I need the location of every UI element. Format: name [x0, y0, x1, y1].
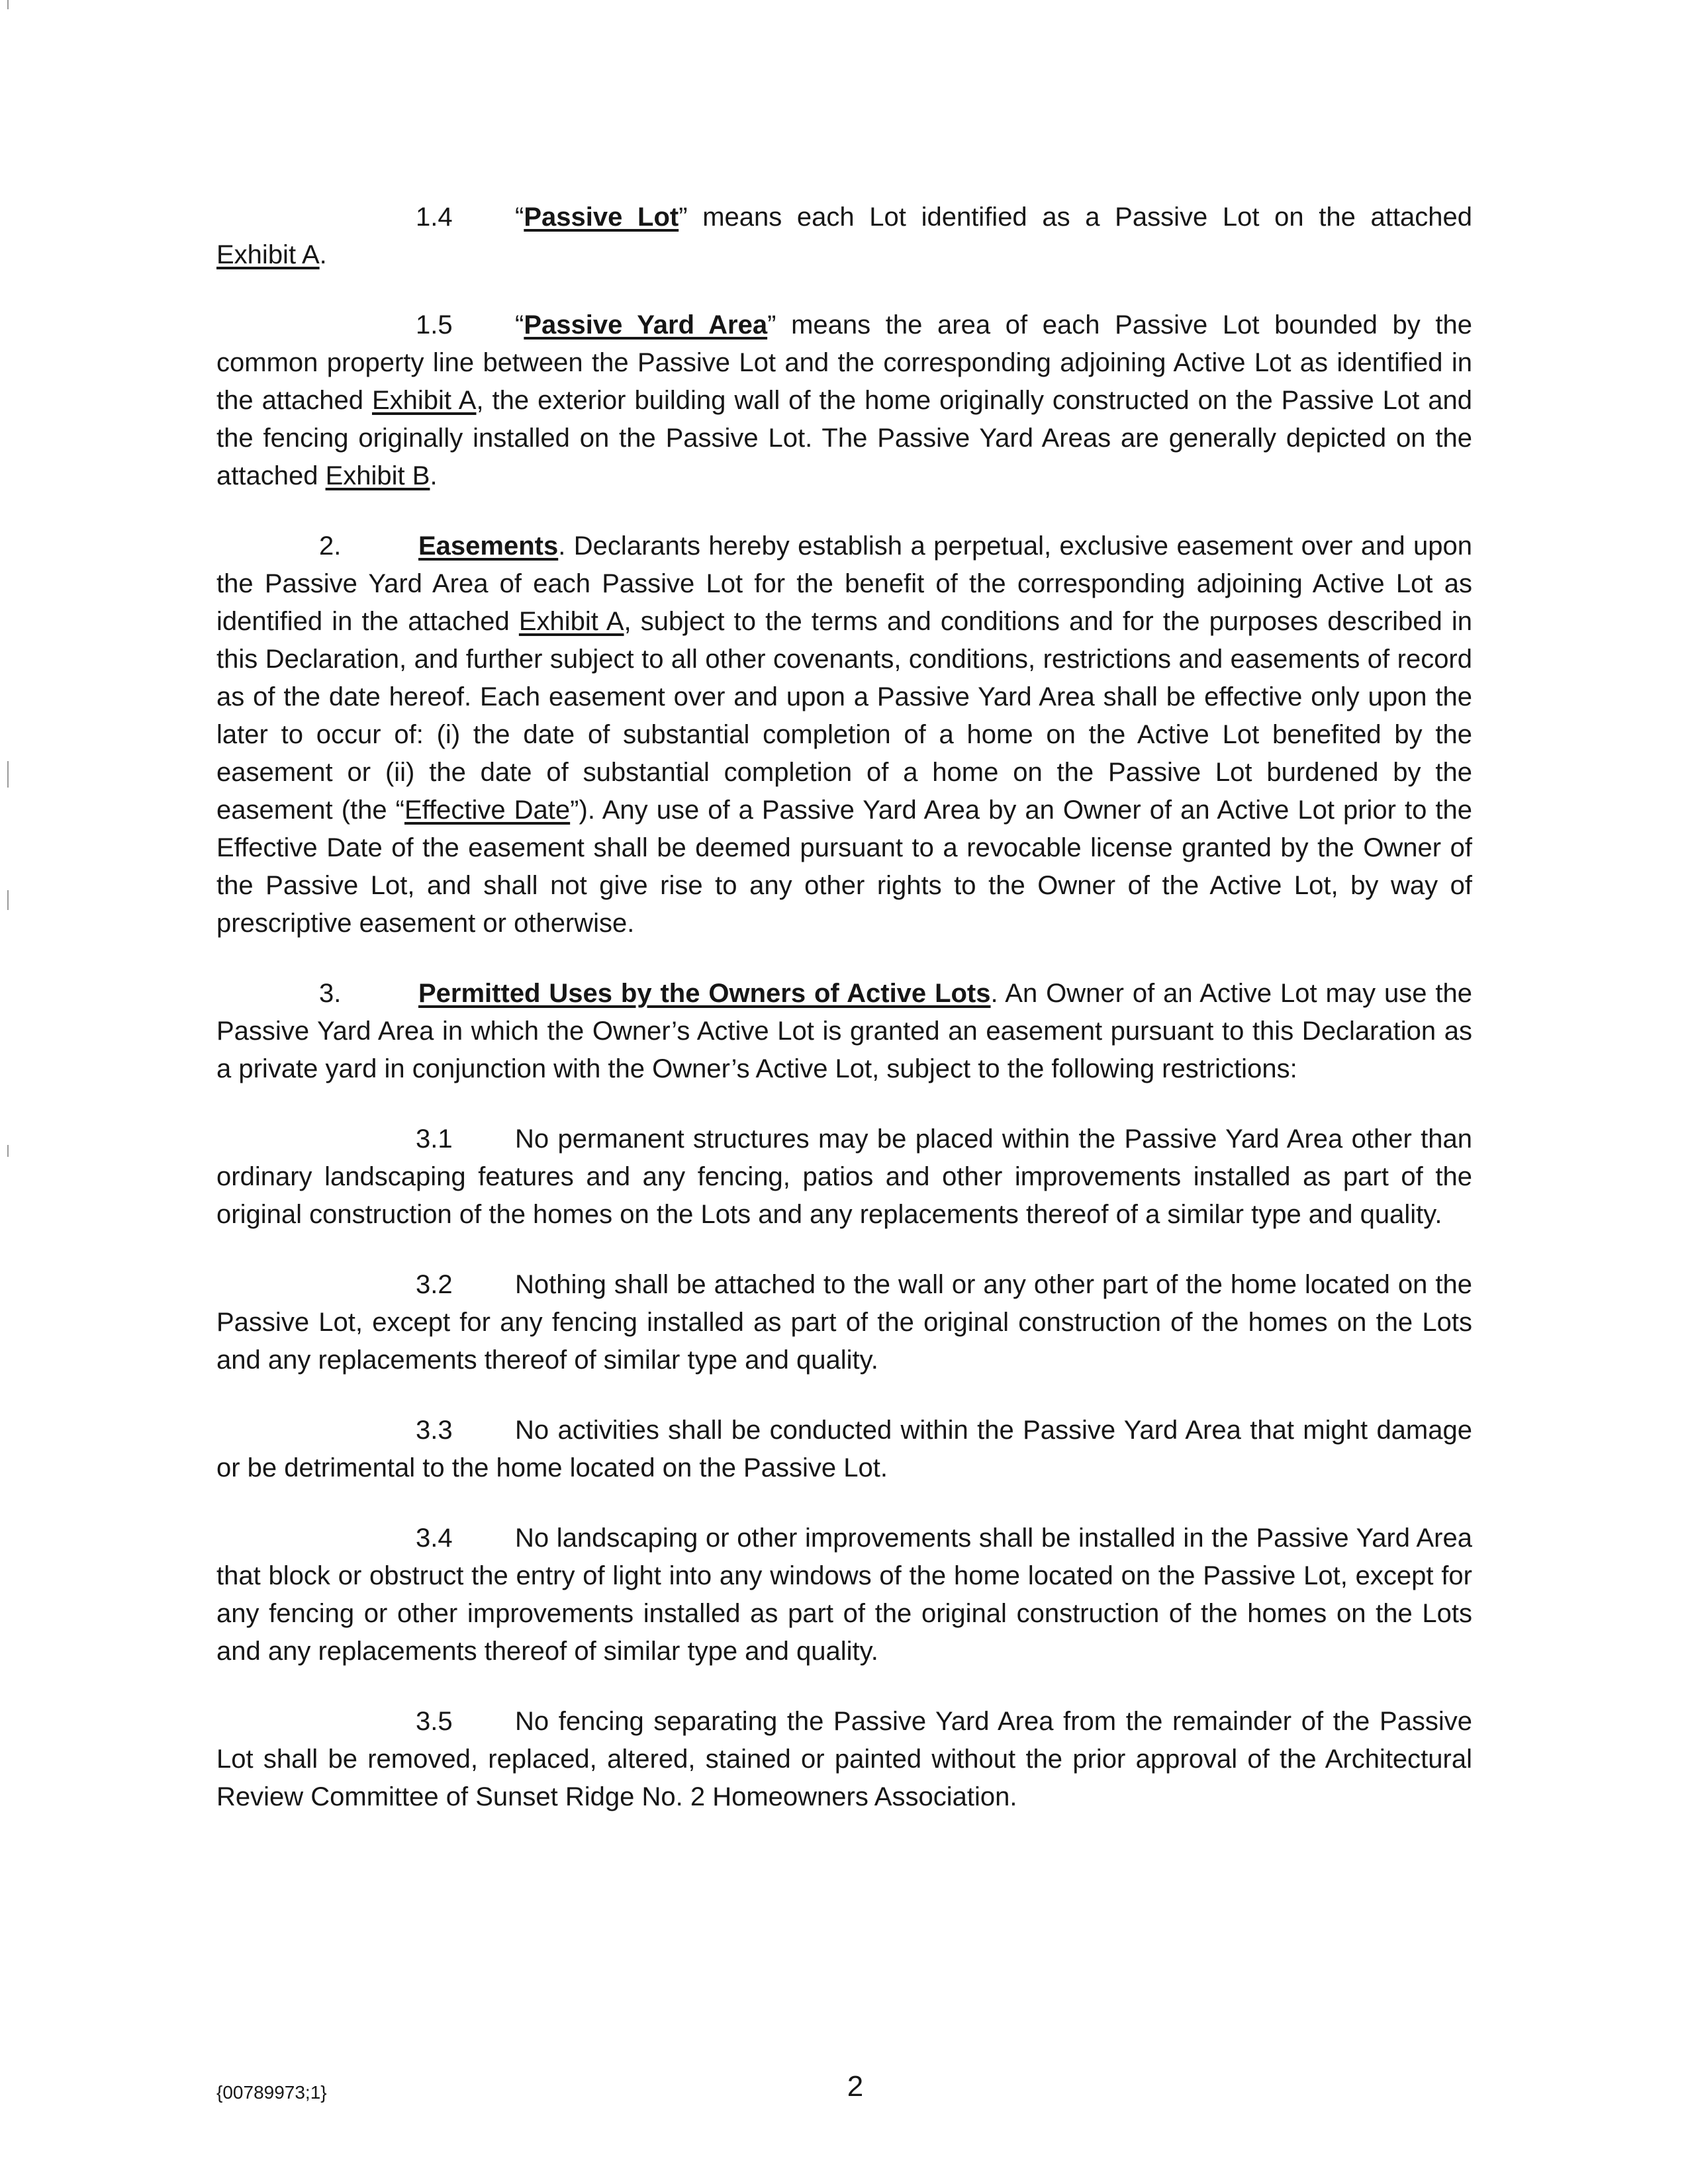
exhibit-reference: Exhibit B [325, 461, 430, 490]
section-text: No fencing separating the Passive Yard Area from the remainder of the Passive Lot shall be removed, replaced, altered, stained or painted without the prior approval of the Architectural Review Committee of Sunset Ridge No. 2 Homeowners Association. [216, 1707, 1472, 1811]
section-text: means each Lot identified as a Passive Lot on the attached [687, 203, 1472, 232]
section-number: 3. [319, 979, 342, 1008]
scan-artifact [7, 1145, 9, 1157]
section-text: No permanent structures may be placed within the Passive Yard Area other than ordinary landscaping features and any fencing, patios and other improvements installed as part of the original construction of the homes on the Lots and any replacements thereof of a similar type and quality. [216, 1124, 1472, 1229]
section-3: 3. Permitted Uses by the Owners of Active Lots. An Owner of an Active Lot may use the Passive Yard Area in which the Owner’s Active Lot is granted an easement pursuant to this Declaration as a private yard in conjunction with the Owner’s Active Lot, subject to the following restrictions: [216, 975, 1472, 1088]
section-3-4 [216, 1520, 1472, 1670]
section-heading: Easements [418, 531, 559, 561]
section-3-3 [216, 1412, 1472, 1487]
defined-term: Passive Lot [524, 203, 679, 232]
section-3-2 [216, 1266, 1472, 1379]
section-number: 3.3 [416, 1416, 453, 1445]
defined-term: Passive Yard Area [524, 310, 768, 340]
section-number: 1.4 [416, 203, 453, 232]
section-number: 3.2 [416, 1270, 453, 1299]
section-1-4: 1.4 “Passive Lot” means each Lot identified as a Passive Lot on the attached Exhibit A. [216, 199, 1472, 274]
section-text: No landscaping or other improvements shall be installed in the Passive Yard Area that block or obstruct the entry of light into any windows of the home located on the Passive Lot, except for any fencing or other improvements installed as part of the original construction of the homes on the Lots and any replacements thereof of similar type and quality. [216, 1524, 1472, 1666]
section-1-5: 1.5 “Passive Yard Area” means the area of each Passive Lot bounded by the common property line between the Passive Lot and the corresponding adjoining Active Lot as identified in the attached Exhibit A, the exterior building wall of the home originally constructed on the Passive Lot and the fencing originally installed on the Passive Lot. The Passive Yard Areas are generally depicted on the attached Exhibit B. [216, 306, 1472, 495]
document-body [216, 199, 1472, 1848]
exhibit-reference: Exhibit A [371, 386, 477, 415]
section-3-1 [216, 1120, 1472, 1234]
section-number: 3.4 [416, 1524, 453, 1553]
scan-artifact [7, 0, 9, 9]
section-number: 2. [319, 531, 342, 561]
section-3-5 [216, 1703, 1472, 1816]
scan-artifact [7, 890, 9, 910]
section-text: Nothing shall be attached to the wall or any other part of the home located on the Passive Lot, except for any fencing installed as part of the original construction of the homes on the Lots and any replacements thereof of similar type and quality. [216, 1270, 1472, 1375]
section-number: 1.5 [416, 310, 453, 340]
section-number: 3.1 [416, 1124, 453, 1154]
page-number: 2 [847, 2070, 864, 2103]
section-number: 3.5 [416, 1707, 453, 1736]
section-heading: Permitted Uses by the Owners of Active Lots [418, 979, 991, 1008]
document-id: {00789973;1} [216, 2082, 327, 2103]
section-text: No activities shall be conducted within the Passive Yard Area that might damage or be detrimental to the home located on the Passive Lot. [216, 1416, 1472, 1482]
exhibit-reference: Exhibit A [216, 240, 320, 269]
exhibit-reference: Exhibit A [518, 607, 624, 636]
section-2: 2. Easements. Declarants hereby establish a perpetual, exclusive easement over and upon the Passive Yard Area of each Passive Lot for the benefit of the corresponding adjoining Active Lot as identified in the attached Exhibit A, subject to the terms and conditions and for the purposes described in this Declaration, and further subject to all other covenants, conditions, restrictions and easements of record as of the date hereof. Each easement over and upon a Passive Yard Area shall be effective only upon the later to occur of: (i) the date of substantial completion of a home on the Active Lot benefited by the easement or (ii) the date of substantial completion of a home on the Passive Lot burdened by the easement (the “Effective Date”). Any use of a Passive Yard Area by an Owner of an Active Lot prior to the Effective Date of the easement shall be deemed pursuant to a revocable license granted by the Owner of the Passive Lot, and shall not give rise to any other rights to the Owner of the Active Lot, by way of prescriptive easement or otherwise. [216, 527, 1472, 942]
scan-artifact [7, 761, 9, 788]
defined-term: Effective Date [404, 796, 571, 825]
